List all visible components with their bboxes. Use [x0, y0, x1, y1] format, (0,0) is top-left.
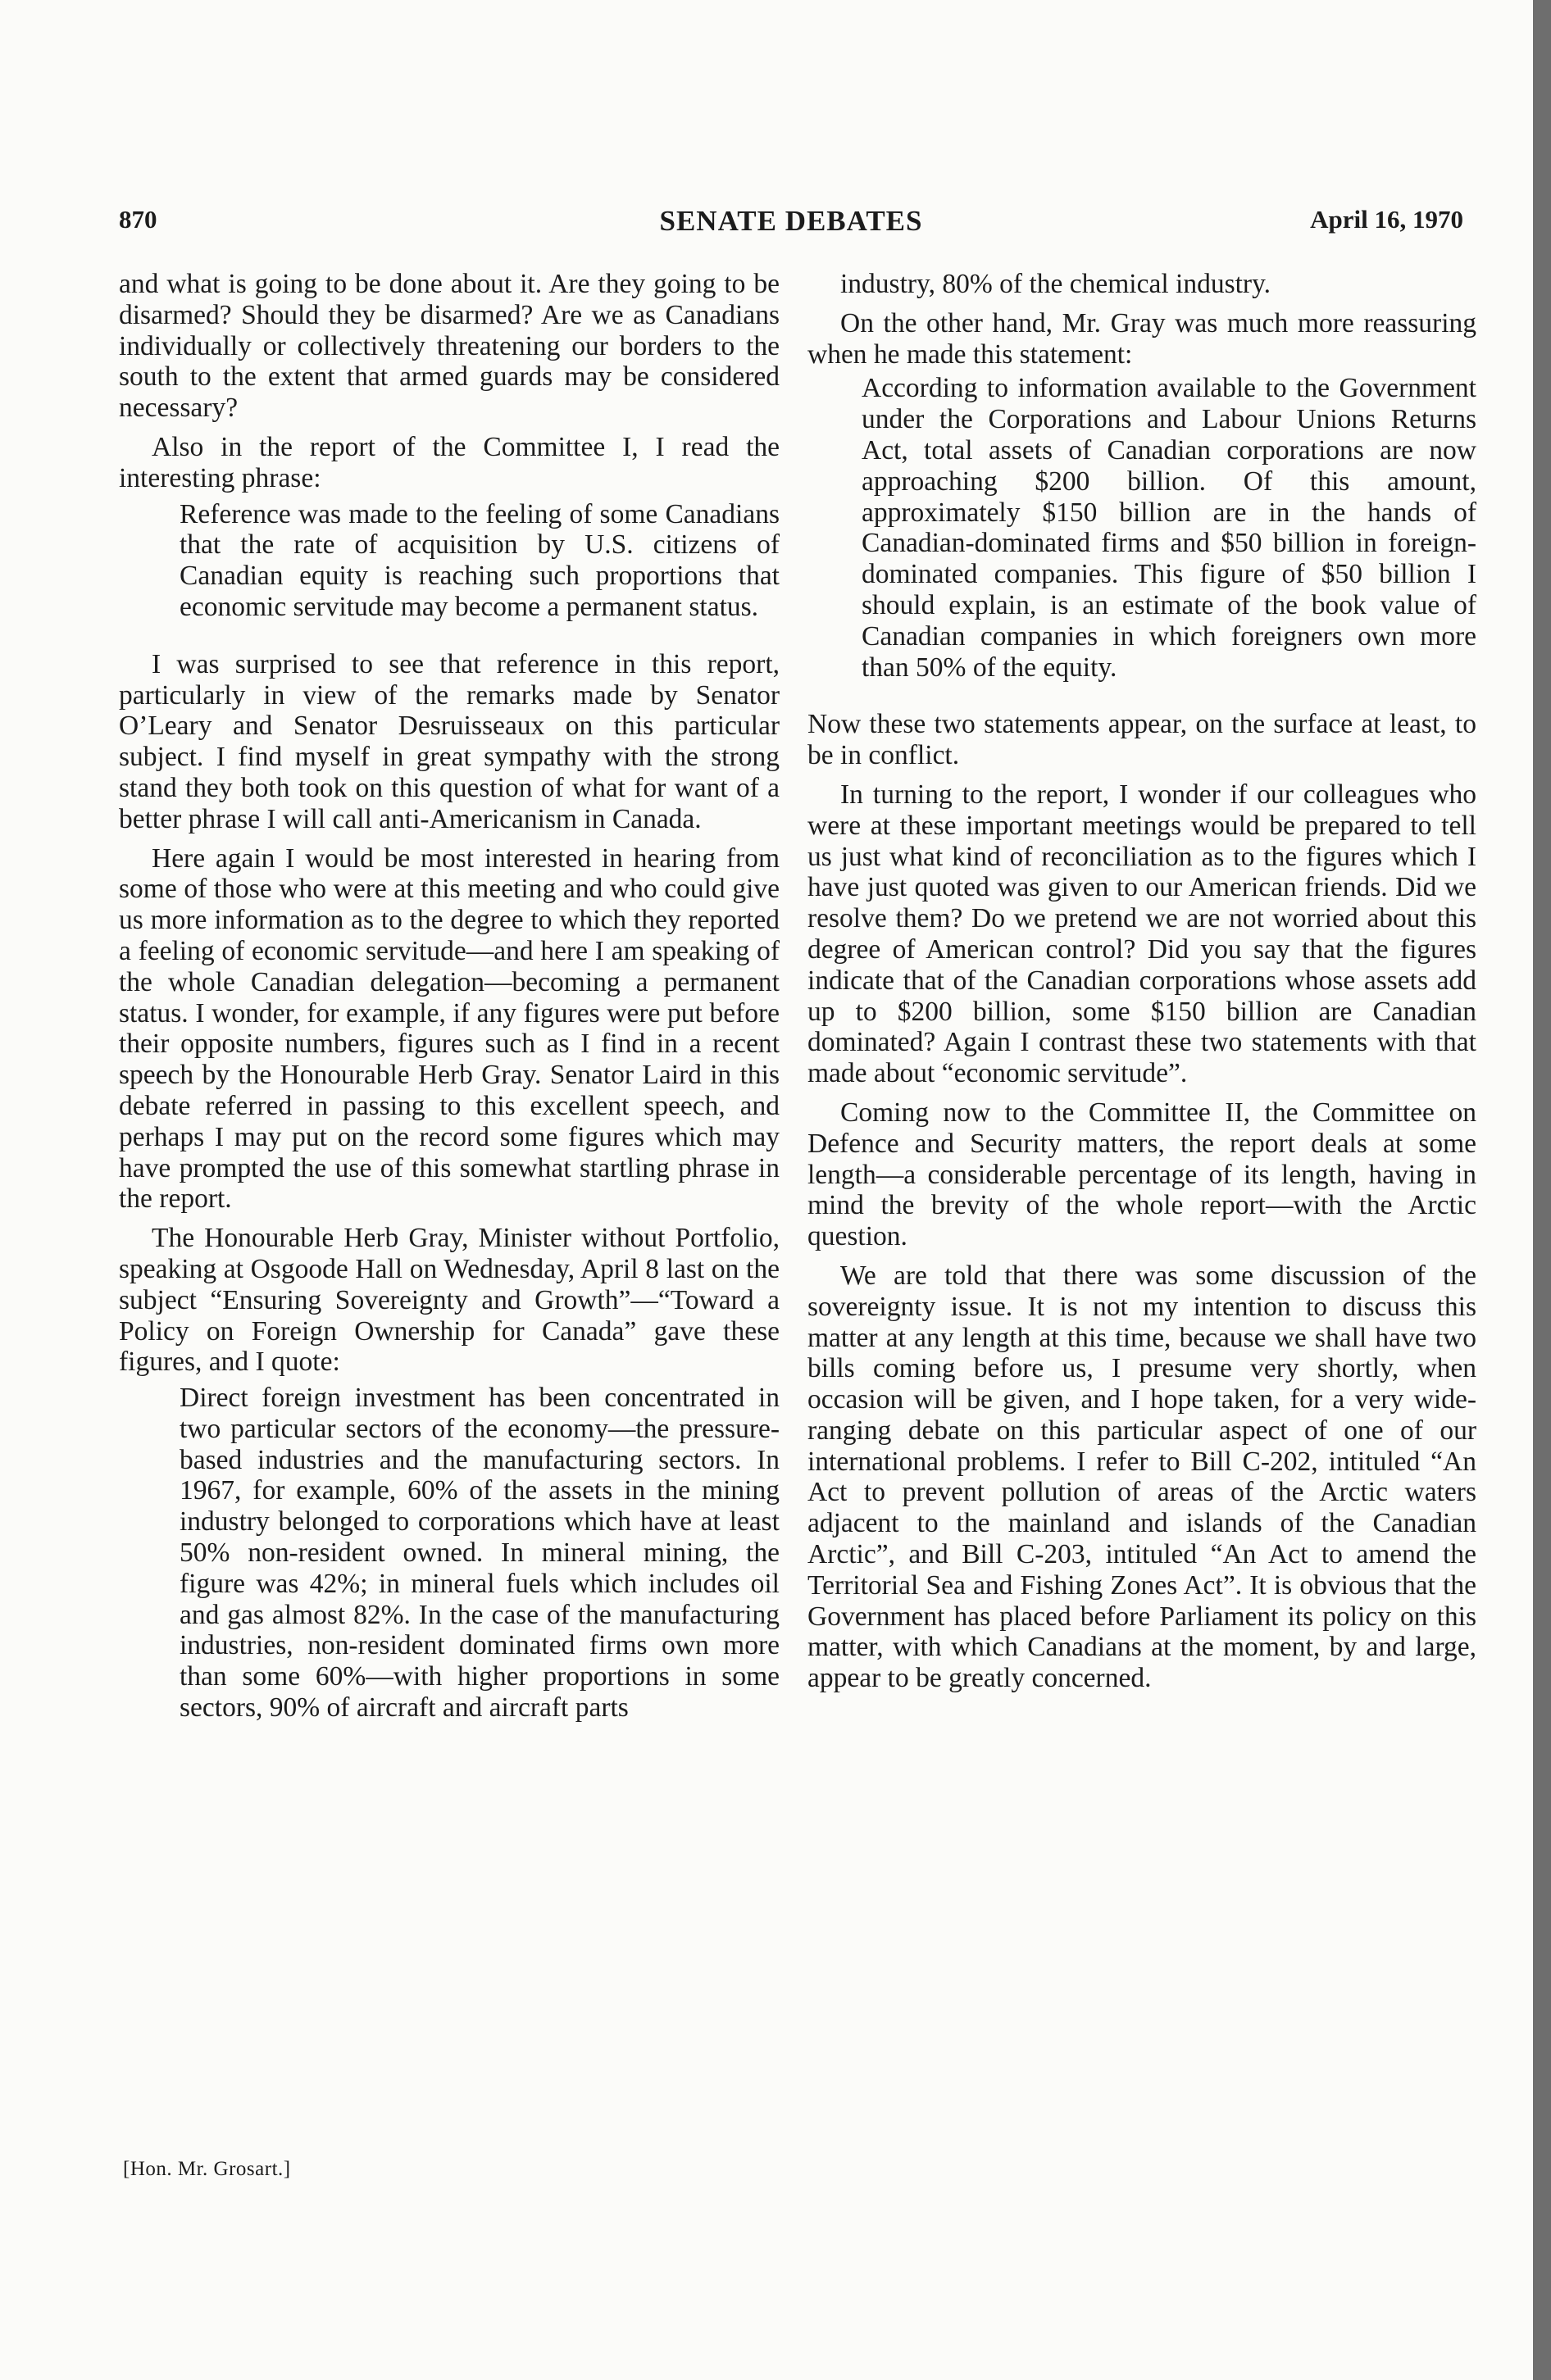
- quote-text: Reference was made to the feeling of some Canadians that the rate of acquisition by U.S. citizens of Canadian equity is reaching such proportions that economic servitude may become a permanent status.: [180, 498, 780, 622]
- block-quote: [807, 373, 1476, 683]
- right-column: [807, 269, 1476, 1694]
- page-date: April 16, 1970: [1310, 205, 1463, 234]
- quote-text: Direct foreign investment has been concentrated in two particular sectors of the economy—the pressure-based industries and the manufacturing sectors. In 1967, for example, 60% of the assets in the mining industry belonged to corporations which have at least 50% non-resident owned. In mineral mining, the figure was 42%; in mineral fuels which includes oil and gas almost 82%. In the case of the manufacturing industries, non-resident dominated firms own more than some 60%—with higher proportions in some sectors, 90% of aircraft and aircraft parts: [180, 1383, 780, 1724]
- page-edge-shadow: [1533, 0, 1551, 2380]
- paragraph: industry, 80% of the chemical industry.: [840, 269, 1271, 299]
- paragraph: I was surprised to see that reference in this report, particularly in view of the remarks made by Senator O’Leary and Senator Desruisseaux on this particular subject. I find myself in great sympathy with the strong stand they both took on this question of what for want of a better phrase I will call anti-Americanism in Canada.: [119, 648, 780, 834]
- speaker-footer: [Hon. Mr. Grosart.]: [123, 2158, 291, 2180]
- paragraph: We are told that there was some discussion of the sovereignty issue. It is not my intention to discuss this matter at any length at this time, because we shall have two bills coming before us, I presume very shortly, when occasion will be given, and I hope taken, for a very wide-ranging debate on this particular aspect of one of our international problems. I refer to Bill C-202, intituled “An Act to prevent pollution of areas of the Arctic waters adjacent to the mainland and islands of the Canadian Arctic”, and Bill C-203, intituled “An Act to amend the Territorial Sea and Fishing Zones Act”. It is obvious that the Government has placed before Parliament its policy on this matter, with which Canadians at the moment, by and large, appear to be greatly concerned.: [807, 1260, 1476, 1694]
- paragraph: and what is going to be done about it. Are they going to be disarmed? Should they be disarmed? Are we as Canadians individually or collectively threatening our borders to the south to the extent that armed guards may be considered necessary?: [119, 269, 780, 424]
- paragraph: Now these two statements appear, on the surface at least, to be in conflict.: [807, 709, 1476, 771]
- page-number: 870: [119, 205, 157, 234]
- paragraph: Also in the report of the Committee I, I read the interesting phrase:: [119, 431, 780, 493]
- quote-text: According to information available to the Government under the Corporations and Labour Unions Returns Act, total assets of Canadian corporations are now approaching $200 billion. Of this amount, approximately $150 billion are in the hands of Canadian-dominated firms and $50 billion in foreign-dominated companies. This figure of $50 billion I should explain, is an estimate of the book value of Canadian companies in which foreigners own more than 50% of the equity.: [862, 373, 1476, 683]
- paragraph: Coming now to the Committee II, the Committee on Defence and Security matters, the report deals at some length—a considerable percentage of its length, having in mind the brevity of the whole report—with the Arctic question.: [807, 1097, 1476, 1252]
- block-quote: [119, 499, 780, 623]
- paragraph: The Honourable Herb Gray, Minister without Portfolio, speaking at Osgoode Hall on Wednesday, April 8 last on the subject “Ensuring Sovereignty and Growth”—“Toward a Policy on Foreign Ownership for Canada” gave these figures, and I quote:: [119, 1223, 780, 1378]
- paragraph: Here again I would be most interested in hearing from some of those who were at this meeting and who could give us more information as to the degree to which they reported a feeling of economic servitude—and here I am speaking of the whole Canadian delegation—becoming a permanent status. I wonder, for example, if any figures were put before their opposite numbers, figures such as I find in a recent speech by the Honourable Herb Gray. Senator Laird in this debate referred in passing to this excellent speech, and perhaps I may put on the record some figures which may have prompted the use of this somewhat startling phrase in the report.: [119, 843, 780, 1215]
- paragraph: On the other hand, Mr. Gray was much more reassuring when he made this statement:: [807, 307, 1476, 370]
- paragraph: In turning to the report, I wonder if our colleagues who were at these important meetings would be prepared to tell us just what kind of reconciliation as to the figures which I have just quoted was given to our American friends. Did we resolve them? Do we pretend we are not worried about this degree of American control? Did you say that the figures indicate that of the Canadian corporations whose assets add up to $200 billion, some $150 billion are Canadian dominated? Again I contrast these two statements with that made about “economic servitude”.: [807, 779, 1476, 1089]
- block-quote: [119, 1383, 780, 1724]
- left-column: [119, 269, 780, 1732]
- publication-title: SENATE DEBATES: [659, 205, 923, 237]
- page-header: [119, 205, 1463, 238]
